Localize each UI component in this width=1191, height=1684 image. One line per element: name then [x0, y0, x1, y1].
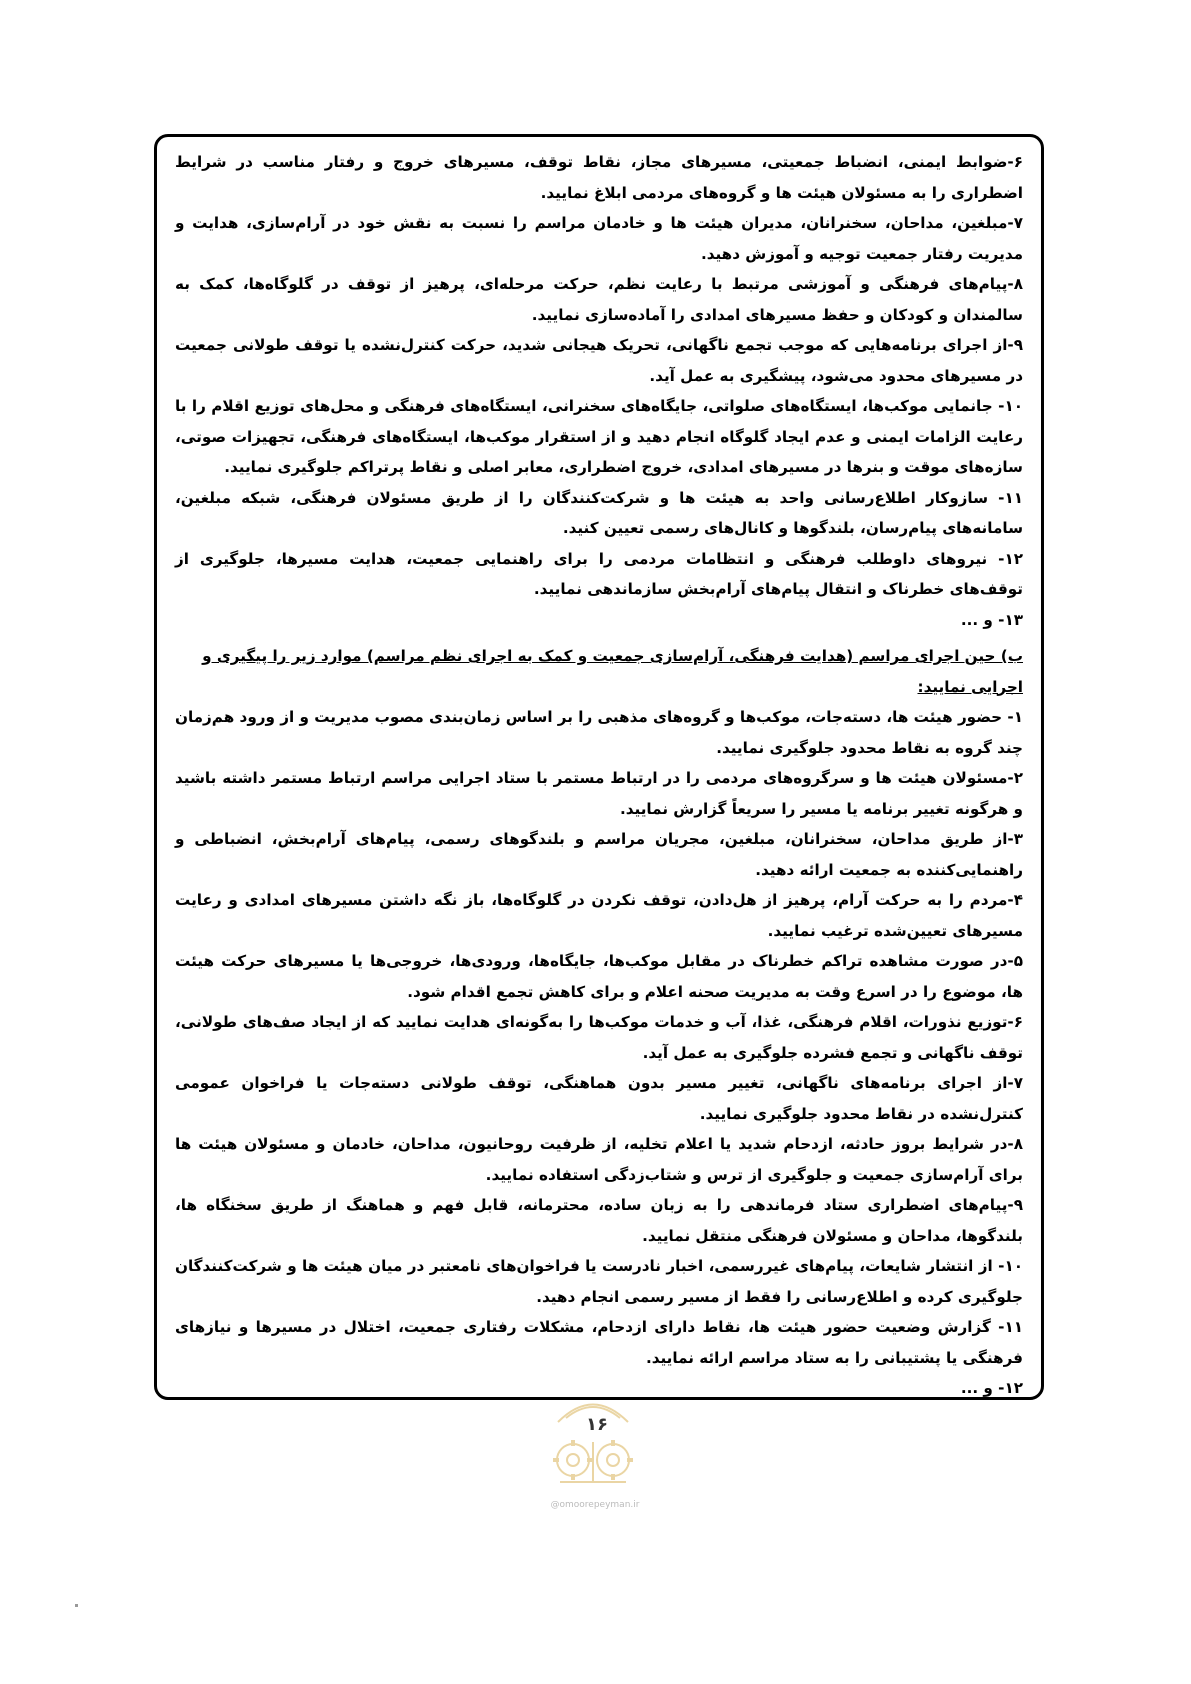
scan-speck: [75, 1604, 78, 1607]
part-a-item-9: ۹-از اجرای برنامه‌هایی که موجب تجمع ناگهانی، تحریک هیجانی شدید، حرکت کنترل‌نشده یا توقف طولانی جمعیت در مسیرهای محدود می‌شود، پیشگیری به عمل آید.: [175, 336, 1023, 385]
part-a-item-6: ۶-ضوابط ایمنی، انضباط جمعیتی، مسیرهای مجاز، نقاط توقف، مسیرهای خروج و رفتار مناسب در شرایط اضطراری را به مسئولان هیئت ها و گروه‌های مردمی ابلاغ نمایید.: [175, 153, 1023, 202]
part-b-item-7: ۷-از اجرای برنامه‌های ناگهانی، تغییر مسیر بدون هماهنگی، توقف طولانی دسته‌جات یا فراخوان عمومی کنترل‌نشده در نقاط محدود جلوگیری نمایید.: [175, 1074, 1023, 1123]
section-b-title: ب) حین اجرای مراسم (هدایت فرهنگی، آرام‌سازی جمعیت و کمک به اجرای نظم مراسم) موارد زیر را پیگیری و اجرایی نمایید:: [202, 647, 1023, 696]
page-frame: [154, 134, 1044, 1400]
part-b-item-8: ۸-در شرایط بروز حادثه، ازدحام شدید یا اعلام تخلیه، از ظرفیت روحانیون، مداحان، خادمان و مسئولان هیئت ها برای آرام‌سازی جمعیت و جلوگیری از ترس و شتاب‌زدگی استفاده نمایید.: [175, 1135, 1023, 1184]
part-b-item-12: ۱۲- و ...: [960, 1379, 1023, 1397]
watermark-logo-icon: [538, 1382, 648, 1500]
watermark-url: @omoorepeyman.ir: [550, 1500, 640, 1510]
part-b-list: [175, 702, 1023, 1404]
page-number: ۱۶: [586, 1414, 608, 1435]
part-b-item-1: ۱- حضور هیئت ها، دسته‌جات، موکب‌ها و گروه‌های مذهبی را بر اساس زمان‌بندی مصوب مدیریت و از ورود هم‌زمان چند گروه به نقاط محدود جلوگیری نمایید.: [174, 708, 1023, 757]
part-a-list: [175, 147, 1023, 635]
part-a-item-13: ۱۳- و ...: [960, 610, 1023, 629]
part-b-item-9: ۹-پیام‌های اضطراری ستاد فرماندهی را به زبان ساده، محترمانه، قابل فهم و هماهنگ از طریق سخنگاه ها، بلندگوها، مداحان و مسئولان فرهنگی منتقل نمایید.: [175, 1196, 1023, 1245]
part-a-item-7: ۷-مبلغین، مداحان، سخنرانان، مدیران هیئت ها و خادمان مراسم را نسبت به نقش خود در آرام‌سازی، هدایت و مدیریت رفتار جمعیت توجیه و آموزش دهید.: [175, 214, 1023, 263]
part-b-item-2: ۲-مسئولان هیئت ها و سرگروه‌های مردمی را در ارتباط مستمر با ستاد اجرایی مراسم ارتباط مستمر داشته باشید و هرگونه تغییر برنامه یا مسیر را سریعاً گزارش نمایید.: [175, 769, 1023, 818]
part-a-item-12: ۱۲- نیروهای داوطلب فرهنگی و انتظامات مردمی را برای راهنمایی جمعیت، هدایت مسیرها، جلوگیری از توقف‌های خطرناک و انتقال پیام‌های آرام‌بخش سازماندهی نمایید.: [175, 549, 1023, 598]
part-b-item-6: ۶-توزیع نذورات، اقلام فرهنگی، غذا، آب و خدمات موکب‌ها را به‌گونه‌ای هدایت نمایید که از ایجاد صف‌های طولانی، توقف ناگهانی و تجمع فشرده جلوگیری به عمل آید.: [175, 1013, 1023, 1062]
part-a-item-8: ۸-پیام‌های فرهنگی و آموزشی مرتبط با رعایت نظم، حرکت مرحله‌ای، پرهیز از توقف در گلوگاه‌ها، کمک به سالمندان و کودکان و حفظ مسیرهای امدادی را آماده‌سازی نمایید.: [175, 275, 1023, 324]
part-b-item-5: ۵-در صورت مشاهده تراکم خطرناک در مقابل موکب‌ها، جایگاه‌ها، ورودی‌ها، خروجی‌ها یا مسیرهای حرکت هیئت ها، موضوع را در اسرع وقت به مدیریت صحنه اعلام و برای کاهش تجمع اقدام شود.: [175, 952, 1023, 1001]
part-b-item-11: ۱۱- گزارش وضعیت حضور هیئت ها، نقاط دارای ازدحام، مشکلات رفتاری جمعیت، اختلال در مسیرها و نیازهای فرهنگی یا پشتیبانی را به ستاد مراسم ارائه نمایید.: [175, 1318, 1023, 1367]
part-a-item-10: ۱۰- جانمایی موکب‌ها، ایستگاه‌های صلواتی، جایگاه‌های سخنرانی، ایستگاه‌های فرهنگی و محل‌های توزیع اقلام را با رعایت الزامات ایمنی و عدم ایجاد گلوگاه انجام دهید و از استقرار موکب‌ها، ایستگاه‌های فرهنگی، تجهیزات صوتی، سازه‌های موقت و بنرها در مسیرهای امدادی، خروج اضطراری، معابر اصلی و نقاط پرتراکم جلوگیری نمایید.: [175, 397, 1023, 476]
part-b-item-10: ۱۰- از انتشار شایعات، پیام‌های غیررسمی، اخبار نادرست یا فراخوان‌های نامعتبر در میان هیئت ها و شرکت‌کنندگان جلوگیری کرده و اطلاع‌رسانی را فقط از مسیر رسمی انجام دهید.: [175, 1257, 1023, 1306]
part-b-item-4: ۴-مردم را به حرکت آرام، پرهیز از هل‌دادن، توقف نکردن در گلوگاه‌ها، باز نگه داشتن مسیرهای امدادی و رعایت مسیرهای تعیین‌شده ترغیب نمایید.: [175, 891, 1023, 940]
part-b-item-3: ۳-از طریق مداحان، سخنرانان، مبلغین، مجریان مراسم و بلندگوهای رسمی، پیام‌های آرام‌بخش، انضباطی و راهنمایی‌کننده به جمعیت ارائه دهید.: [175, 830, 1023, 879]
part-a-item-11: ۱۱- سازوکار اطلاع‌رسانی واحد به هیئت ها و شرکت‌کنندگان را از طریق مسئولان فرهنگی، شبکه مبلغین، سامانه‌های پیام‌رسان، بلندگوها و کانال‌های رسمی تعیین کنید.: [175, 488, 1023, 537]
